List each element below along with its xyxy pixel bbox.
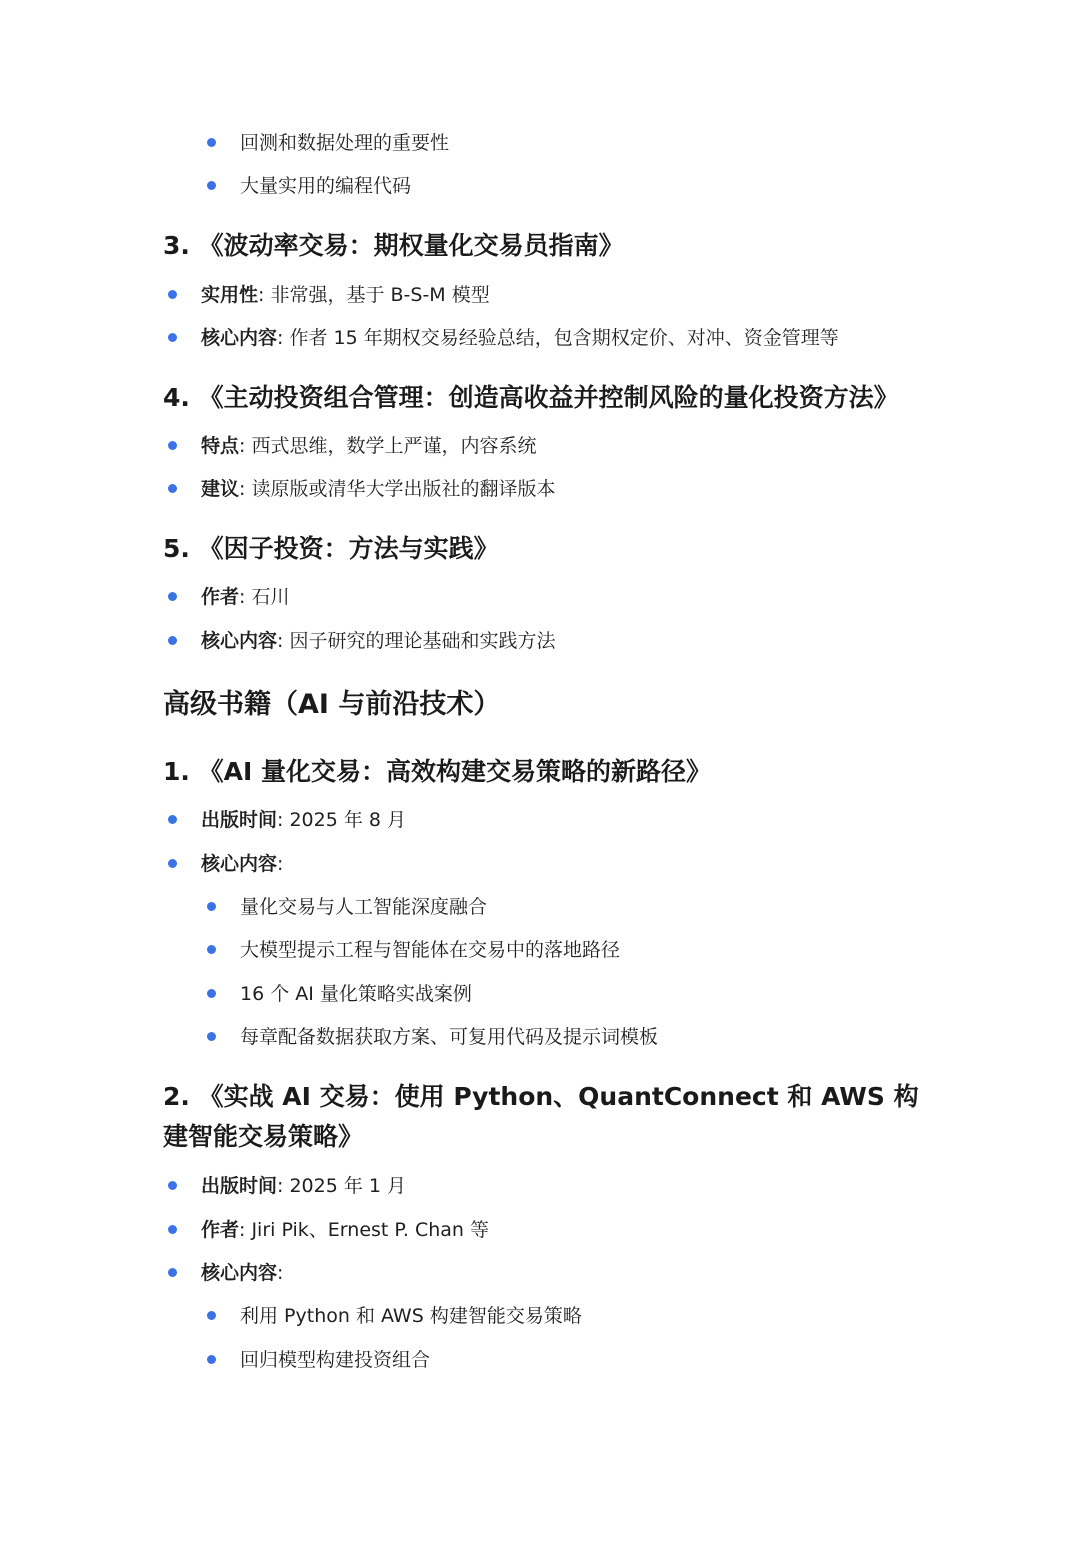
bullet-icon xyxy=(207,902,216,911)
item-label: 实用性 xyxy=(201,284,259,306)
list-item xyxy=(240,1023,658,1051)
item-text: : 2025 年 1 月 xyxy=(277,1175,407,1197)
book-title: 4. 《主动投资组合管理：创造高收益并控制风险的量化投资方法》 xyxy=(163,383,899,412)
list-item xyxy=(240,980,472,1008)
list-item-text: 回测和数据处理的重要性 xyxy=(240,132,450,154)
list-item xyxy=(201,1216,489,1244)
item-text: : xyxy=(277,1262,284,1284)
item-label: 核心内容 xyxy=(201,1262,278,1284)
bullet-icon xyxy=(207,1355,216,1364)
bullet-icon xyxy=(207,945,216,954)
bullet-icon xyxy=(168,484,177,493)
item-text: : 石川 xyxy=(239,586,290,608)
item-text: : 非常强，基于 B-S-M 模型 xyxy=(258,284,490,306)
item-label: 出版时间 xyxy=(201,809,278,831)
item-text: : 作者 15 年期权交易经验总结，包含期权定价、对冲、资金管理等 xyxy=(277,327,839,349)
list-item-text: 大模型提示工程与智能体在交易中的落地路径 xyxy=(240,939,621,961)
item-label: 作者 xyxy=(201,586,240,608)
book-title: 5. 《因子投资：方法与实践》 xyxy=(163,534,499,563)
item-label: 核心内容 xyxy=(201,853,278,875)
item-label: 作者 xyxy=(201,1219,240,1241)
bullet-icon xyxy=(168,815,177,824)
list-item xyxy=(201,475,555,503)
list-item xyxy=(201,583,289,611)
item-label: 核心内容 xyxy=(201,630,278,652)
bullet-icon xyxy=(207,989,216,998)
bullet-icon xyxy=(168,441,177,450)
bullet-icon xyxy=(168,636,177,645)
book-title: 2. 《实战 AI 交易：使用 Python、QuantConnect 和 AWS 构建智能交易策略》 xyxy=(163,1082,919,1151)
item-text: : 因子研究的理论基础和实践方法 xyxy=(277,630,556,652)
bullet-icon xyxy=(168,333,177,342)
bullet-icon xyxy=(168,290,177,299)
list-item-text: 量化交易与人工智能深度融合 xyxy=(240,896,488,918)
book-title: 3. 《波动率交易：期权量化交易员指南》 xyxy=(163,231,624,260)
list-item-text: 16 个 AI 量化策略实战案例 xyxy=(240,983,472,1005)
list-item xyxy=(201,432,536,460)
item-label: 特点 xyxy=(201,435,240,457)
list-item-text: 每章配备数据获取方案、可复用代码及提示词模板 xyxy=(240,1026,659,1048)
list-item xyxy=(240,893,487,921)
list-item xyxy=(201,627,555,655)
bullet-icon xyxy=(207,1311,216,1320)
list-item-text: 大量实用的编程代码 xyxy=(240,175,412,197)
bullet-icon xyxy=(207,181,216,190)
bullet-icon xyxy=(168,859,177,868)
list-item xyxy=(201,281,490,309)
bullet-icon xyxy=(168,592,177,601)
item-text: : Jiri Pik、Ernest P. Chan 等 xyxy=(239,1219,490,1241)
item-label: 建议 xyxy=(201,478,240,500)
list-item xyxy=(240,129,449,157)
list-item xyxy=(240,936,620,964)
item-text: : 2025 年 8 月 xyxy=(277,809,407,831)
item-text: : xyxy=(277,853,284,875)
item-label: 核心内容 xyxy=(201,327,278,349)
item-label: 出版时间 xyxy=(201,1175,278,1197)
book-title: 1. 《AI 量化交易：高效构建交易策略的新路径》 xyxy=(163,757,711,786)
list-item xyxy=(240,172,411,200)
bullet-icon xyxy=(168,1181,177,1190)
list-item xyxy=(240,1346,430,1374)
item-text: : 西式思维，数学上严谨，内容系统 xyxy=(239,435,537,457)
item-text: : 读原版或清华大学出版社的翻译版本 xyxy=(239,478,556,500)
list-item-text: 回归模型构建投资组合 xyxy=(240,1349,431,1371)
list-item xyxy=(201,1172,406,1200)
list-item xyxy=(201,806,406,834)
bullet-icon xyxy=(168,1268,177,1277)
list-item xyxy=(201,324,839,352)
bullet-icon xyxy=(168,1225,177,1234)
list-item xyxy=(201,1259,283,1287)
list-item-text: 利用 Python 和 AWS 构建智能交易策略 xyxy=(240,1305,582,1327)
bullet-icon xyxy=(207,138,216,147)
list-item xyxy=(240,1302,582,1330)
list-item xyxy=(201,850,283,878)
section-title: 高级书籍（AI 与前沿技术） xyxy=(163,689,501,720)
bullet-icon xyxy=(207,1032,216,1041)
